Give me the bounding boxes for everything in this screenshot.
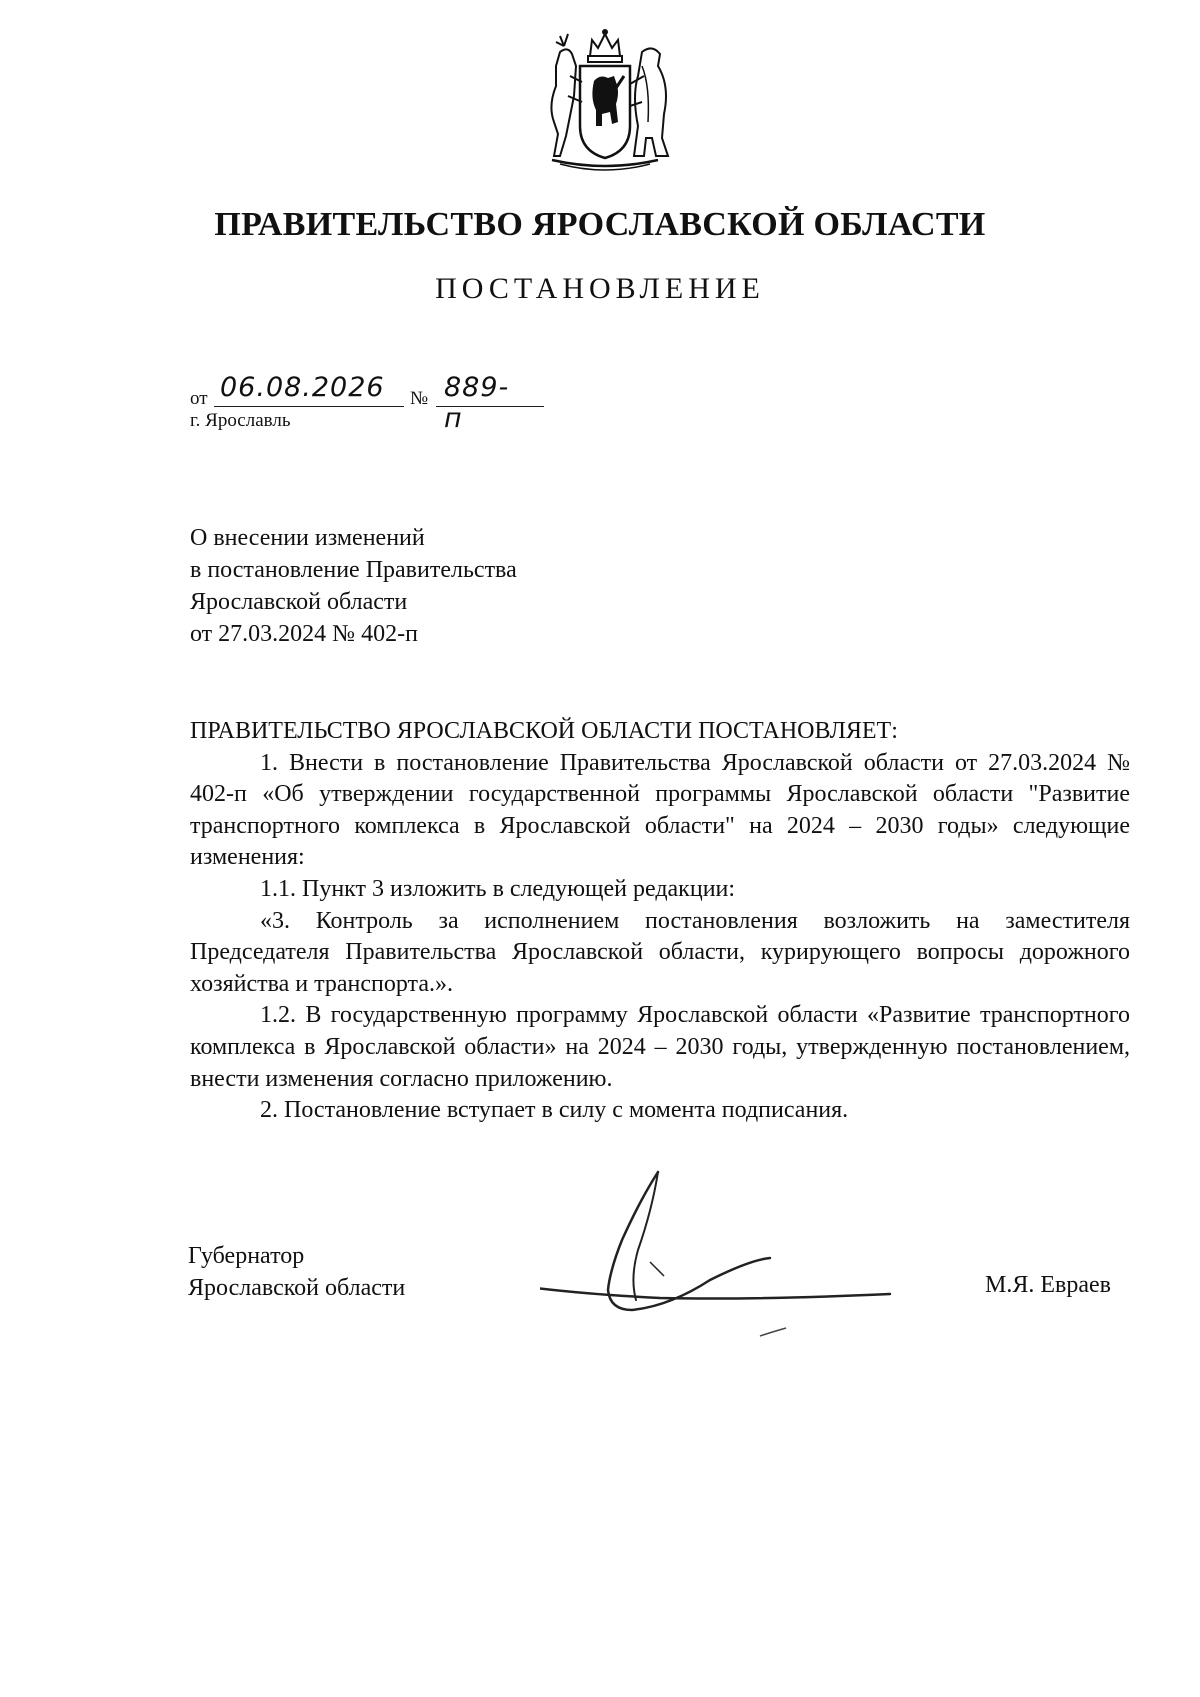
resolves-heading: ПРАВИТЕЛЬСТВО ЯРОСЛАВСКОЙ ОБЛАСТИ ПОСТАНОВЛЯЕТ: xyxy=(190,718,898,744)
paragraph-1-1-quote: «3. Контроль за исполнением постановления возложить на заместителя Председателя Правительства Ярославской области, курирующего вопросы дорожного хозяйства и транспорта.». xyxy=(190,907,1130,997)
document-type-title: ПОСТАНОВЛЕНИЕ xyxy=(435,272,765,305)
from-label: от xyxy=(190,388,208,409)
paragraph-2: 2. Постановление вступает в силу с момента подписания. xyxy=(260,1097,849,1124)
paragraph-1: 1. Внести в постановление Правительства Ярославской области от 27.03.2024 № 402-п «Об утверждении государственной программы Ярославской области "Развитие транспортного комплекса в Ярославской области" на 2024 – 2030 годы» следующие изменения: xyxy=(190,749,1130,871)
handwritten-number: 889-п xyxy=(444,372,510,434)
subject-block xyxy=(190,522,517,650)
paragraph-1-1: 1.1. Пункт 3 изложить в следующей редакции: xyxy=(260,875,736,902)
signatory-position xyxy=(188,1240,405,1304)
signatory-name: М.Я. Евраев xyxy=(985,1272,1111,1298)
government-title: ПРАВИТЕЛЬСТВО ЯРОСЛАВСКОЙ ОБЛАСТИ xyxy=(214,206,986,243)
coat-of-arms-emblem xyxy=(530,26,680,176)
signatory-position-line: Ярославской области xyxy=(188,1275,406,1301)
number-label: № xyxy=(410,388,429,409)
handwritten-date: 06.08.2026 xyxy=(220,372,385,403)
subject-line: О внесении изменений xyxy=(190,525,425,551)
subject-line: от 27.03.2024 № 402-п xyxy=(190,621,418,647)
subject-line: Ярославской области xyxy=(190,589,408,615)
city-label: г. Ярославль xyxy=(190,410,291,431)
date-underline xyxy=(214,406,404,407)
resolution-body xyxy=(190,716,1130,1127)
paragraph-1-2: 1.2. В государственную программу Ярославской области «Развитие транспортного комплекса в Ярославской области» на 2024 – 2030 годы, утвержденную постановлением, внести изменения согласно приложению. xyxy=(190,1002,1130,1092)
subject-line: в постановление Правительства xyxy=(190,557,517,583)
signatory-position-line: Губернатор xyxy=(188,1243,305,1269)
handwritten-signature xyxy=(540,1160,920,1340)
